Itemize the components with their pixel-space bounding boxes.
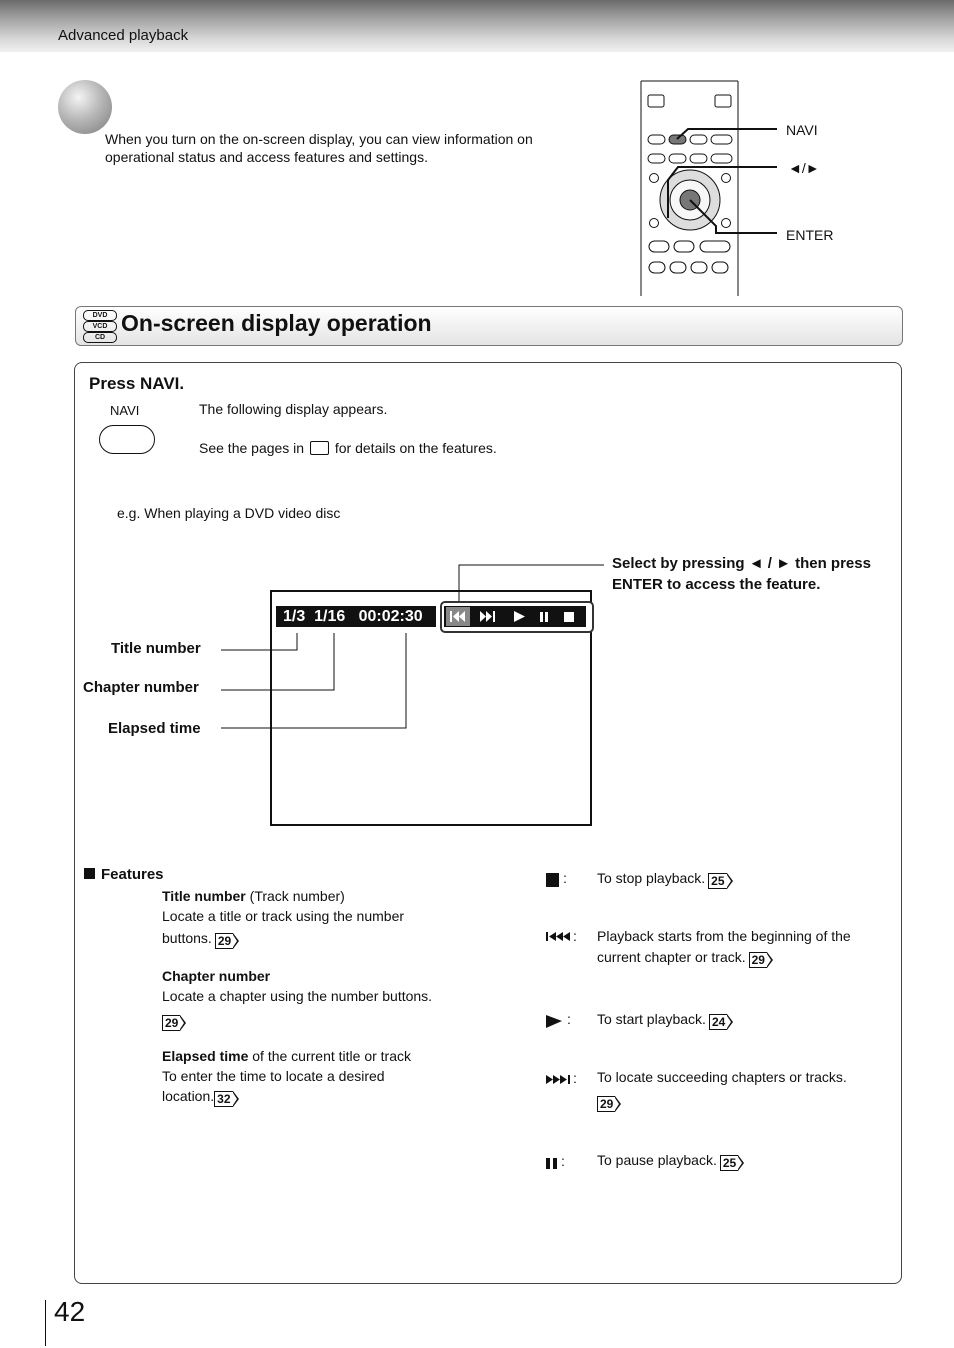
svg-text::: : [563,870,567,886]
skip-forward-icon [546,1075,570,1084]
osd-pause-icon [540,612,548,622]
page-ref-29[interactable]: 29 [749,952,767,968]
header-band [0,0,954,52]
osd-skip-forward-icon [480,611,495,622]
navi-button-icon [99,425,155,454]
intro-text: When you turn on the on-screen display, you can view information on operational status and access features and settings. [105,131,533,165]
svg-text::: : [561,1153,565,1169]
page-number-rule [45,1300,46,1346]
features-heading: Features [84,866,164,883]
skip-back-icon [546,932,570,941]
bullet-square-icon [84,868,95,879]
page-ref-25[interactable]: 25 [708,873,726,889]
osd-stop-icon [564,612,574,622]
page-ref-29[interactable]: 29 [162,1015,180,1031]
feature-title-number: Title number (Track number) Locate a title or track using the number buttons. 29 [162,888,405,948]
see-pages-pre: See the pages in [199,440,305,456]
stop-icon [546,873,559,887]
page-ref-29[interactable]: 29 [597,1096,615,1112]
section-title: On-screen display operation [121,310,432,336]
svg-text::: : [573,1070,577,1086]
svg-text::: : [573,928,577,944]
play-icon [546,1015,562,1028]
section-header: Advanced playback [58,27,189,44]
section-bullet-icon [58,80,112,134]
osd-skip-back-icon [450,611,465,622]
pause-icon [546,1158,557,1169]
see-pages-post: for details on the features. [334,440,497,456]
navi-button-label: NAVI [110,403,140,418]
page-number: 42 [54,1296,86,1327]
feature-skip-forward: To locate succeeding chapters or tracks. 29 [597,1069,847,1111]
step-title: Press NAVI. [89,374,185,393]
enter-label: ENTER [786,227,834,243]
feature-skip-back: Playback starts from the beginning of the current chapter or track. 29 [597,928,851,967]
feature-chapter-number: Chapter number Locate a chapter using the number buttons. 29 [162,968,433,1030]
osd-control-icons [444,606,586,627]
cd-badge: CD [83,332,117,343]
vcd-badge: VCD [83,321,117,332]
osd-play-icon [514,611,525,622]
title-number-label: Title number [111,640,201,657]
osd-info-bar: 1/3 1/16 00:02:30 [276,606,436,627]
page-ref-25[interactable]: 25 [720,1155,738,1171]
example-text: e.g. When playing a DVD video disc [117,505,341,521]
osd-callout-line1: Select by pressing ◄ / ► then press [612,555,871,572]
display-appears-text: The following display appears. [199,401,388,417]
svg-text::: : [567,1011,571,1027]
page-ref-icon [310,441,329,455]
dvd-badge: DVD [83,310,117,321]
chapter-number-label: Chapter number [83,679,199,696]
page-ref-32[interactable]: 32 [214,1091,232,1107]
arrows-label: ◄/► [788,160,820,176]
see-pages-text [199,440,497,456]
osd-callout-line2: ENTER to access the feature. [612,576,821,593]
feature-stop: To stop playback. 25 [597,870,725,888]
page-ref-29[interactable]: 29 [215,933,233,949]
navi-label: NAVI [786,122,818,138]
feature-icons [540,868,585,1178]
remote-illustration [636,78,851,298]
elapsed-time-label: Elapsed time [108,720,201,737]
page-ref-24[interactable]: 24 [709,1014,727,1030]
feature-elapsed-time: Elapsed time of the current title or track To enter the time to locate a desired location. 32 [162,1048,411,1106]
feature-pause: To pause playback. 25 [597,1152,737,1170]
feature-play: To start playback. 24 [597,1011,726,1029]
